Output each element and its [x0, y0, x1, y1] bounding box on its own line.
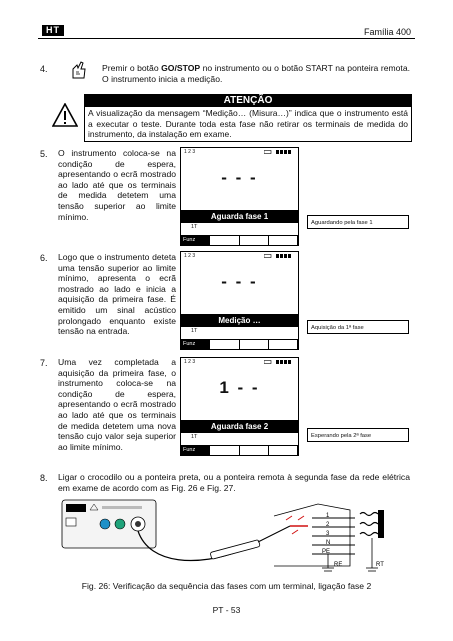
- brand-logo: HT: [42, 25, 64, 36]
- lcd-screen-step-7: [180, 357, 299, 456]
- lcd-function-tabs: [181, 235, 298, 245]
- lcd-status-bar: Aguarda fase 1: [181, 210, 298, 223]
- instrument-illustration: [62, 500, 156, 548]
- header-rule: [38, 38, 415, 39]
- lcd-phase-indicator: 1 2 3: [184, 253, 196, 259]
- phase-label-pe: PE: [322, 549, 331, 555]
- lcd-phase-indicator: 1 2 3: [184, 149, 196, 155]
- lcd-note-step-6: Aquisição da 1ª fase: [307, 320, 409, 334]
- remote-probe: [210, 526, 290, 559]
- figure-caption: Fig. 26: Verificação da sequência das fases com um terminal, ligação fase 2: [81, 581, 372, 591]
- lcd-value: 1 - -: [219, 378, 260, 397]
- step-5-number: 5.: [40, 149, 48, 159]
- phase-label-1: 1: [326, 513, 330, 519]
- phase-label-3: 3: [326, 531, 330, 537]
- step-8-number: 8.: [40, 473, 48, 483]
- lcd-tab-funz: Funz: [181, 236, 210, 245]
- lcd-phase-indicator: 1 2 3: [184, 359, 196, 365]
- lcd-status-bar: Medição …: [181, 314, 298, 327]
- lcd-note-step-5: Aguardando pela fase 1: [307, 215, 409, 229]
- lcd-mode: 1T: [191, 224, 198, 230]
- lcd-value: - - -: [221, 272, 258, 291]
- lcd-screen-step-6: [180, 251, 299, 350]
- lcd-tab-funz: Funz: [181, 446, 210, 455]
- warning-body: A visualização da mensagem “Medição… (Misura…)” indica que o instrumento está a executar o teste. Durante toda esta fase não retirar os terminais de medida do instrumento, da instalação em exame.: [88, 108, 408, 139]
- label-re: RE: [334, 562, 343, 568]
- lcd-tab-funz: Funz: [181, 340, 210, 349]
- step-4-text: Premir o botão GO/STOP no instrumento ou o botão START na ponteira remota. O instrumento inicia a medição.: [102, 63, 410, 84]
- step-5-text: O instrumento coloca-se na condição de espera, apresentando o ecrã mostrado ao lado até que os terminais de medida detetem uma tensão superior ao limite mínimo.: [58, 148, 176, 222]
- battery-icon: [264, 360, 292, 364]
- step-6-number: 6.: [40, 253, 48, 263]
- lcd-value: - - -: [221, 168, 258, 187]
- warning-box: [84, 94, 412, 142]
- page-number: PT - 53: [212, 605, 241, 615]
- lcd-note-step-7: Esperando pela 2ª fase: [307, 428, 409, 442]
- connection-diagram: [60, 496, 400, 578]
- header-family: Família 400: [363, 27, 411, 37]
- lcd-status-bar: Aguarda fase 2: [181, 420, 298, 433]
- step-7-text: Uma vez completada a aquisição da primeira fase, o instrumento coloca-se na condição de espera, apresentando o ecrã mostrado ao lado até que os terminais de medida detetem uma nova tensão cujo valor seja superior ao limite mínimo.: [58, 357, 176, 452]
- warning-title: ATENÇÃO: [85, 95, 411, 107]
- label-rt: RT: [376, 562, 384, 568]
- step-6-text: Logo que o instrumento deteta uma tensão superior ao limite mínimo, apresenta o ecrã mostrado ao lado e inicia a aquisição da primeira fase. É emitido um sinal acústico prolongado enquanto existe tensão na entrada.: [58, 252, 176, 337]
- phase-label-n: N: [326, 540, 331, 546]
- phase-label-2: 2: [326, 522, 330, 528]
- battery-icon: [264, 150, 292, 154]
- lcd-mode: 1T: [191, 434, 198, 440]
- battery-icon: [264, 254, 292, 258]
- step-7-number: 7.: [40, 358, 48, 368]
- hand-press-icon: [70, 60, 88, 80]
- step-8-text: Ligar o crocodilo ou a ponteira preta, ou a ponteira remota à segunda fase da rede elétrica em exame de acordo com as Fig. 26 e Fig. 27.: [58, 472, 410, 493]
- lcd-function-tabs: [181, 339, 298, 349]
- lcd-mode: 1T: [191, 328, 198, 334]
- lcd-screen-step-5: [180, 147, 299, 246]
- lcd-function-tabs: [181, 445, 298, 455]
- warning-triangle-icon: [52, 103, 78, 127]
- step-4-number: 4.: [40, 64, 48, 74]
